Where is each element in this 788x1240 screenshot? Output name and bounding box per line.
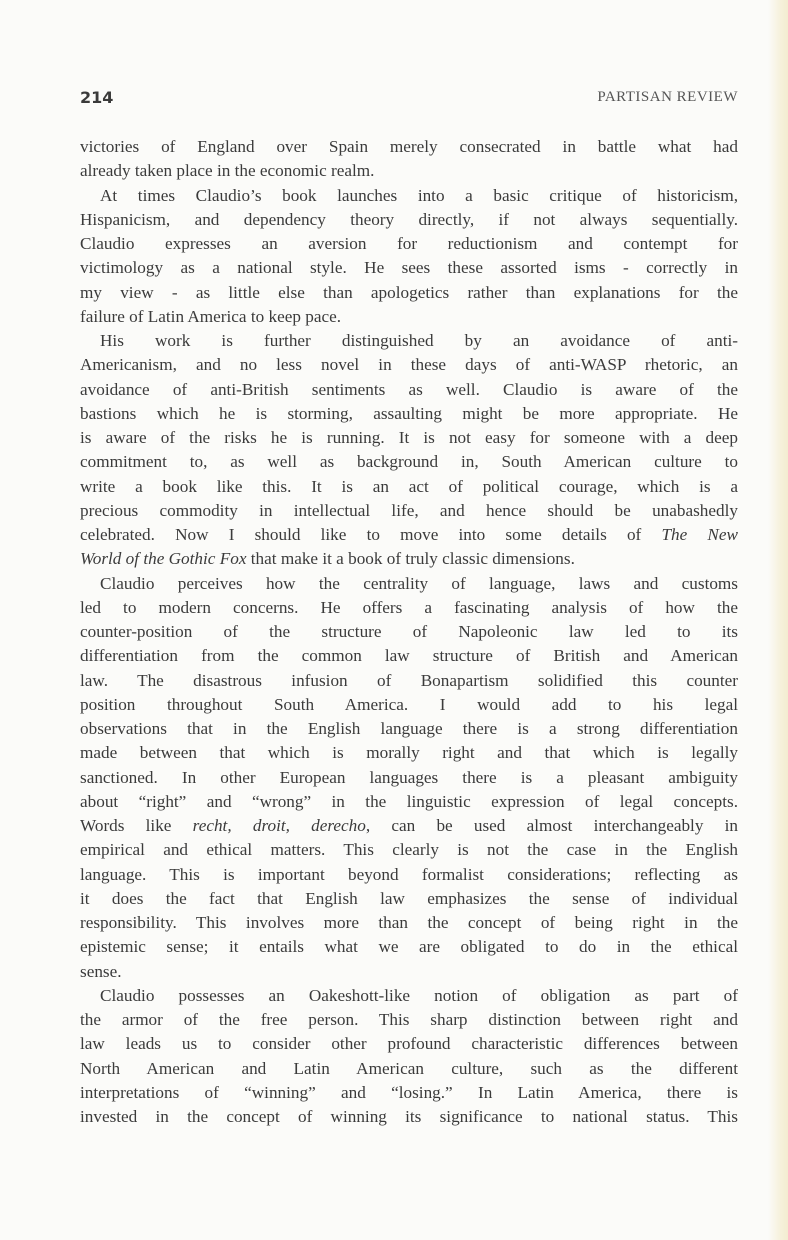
text-line: language. This is important beyond formalist considerations; reflecting as	[80, 864, 738, 884]
text-line: bastions which he is storming, assaulting might be more appropriate. He	[80, 403, 738, 423]
paragraph	[80, 184, 738, 330]
paragraph	[80, 572, 738, 984]
text-line: counter-position of the structure of Napoleonic law led to its	[80, 622, 738, 641]
text-line: position throughout South America. I would add to his legal	[80, 694, 738, 714]
text-line: precious commodity in intellectual life, and hence should be unabashedly	[80, 500, 738, 520]
paragraph	[80, 329, 738, 572]
text-line: responsibility. This involves more than the concept of being right in the	[80, 913, 738, 932]
text-line: the armor of the free person. This sharp distinction between right and	[80, 1010, 738, 1029]
text-line: failure of Latin America to keep pace.	[80, 306, 342, 326]
text-line: Claudio perceives how the centrality of language, laws and customs	[100, 573, 738, 593]
text-line: North American and Latin American culture, such as the different	[80, 1058, 738, 1078]
text-line: it does the fact that English law emphasizes the sense of individual	[80, 888, 738, 908]
text-line: is aware of the risks he is running. It is not easy for someone with a deep	[80, 428, 738, 447]
text-line: Claudio possesses an Oakeshott-like notion of obligation as part of	[100, 985, 738, 1005]
text-line: Claudio expresses an aversion for reductionism and contempt for	[80, 234, 738, 253]
page-header	[80, 88, 738, 112]
text-line: led to modern concerns. He offers a fascinating analysis of how the	[80, 597, 738, 617]
text-line: already taken place in the economic realm.	[80, 161, 375, 181]
text-line: Hispanicism, and dependency theory directly, if not always sequentially.	[80, 209, 738, 229]
page-edge-shadow	[768, 0, 788, 1240]
text-line: His work is further distinguished by an avoidance of anti-	[100, 331, 738, 350]
body-text	[80, 135, 738, 1129]
text-line: epistemic sense; it entails what we are obligated to do in the ethical	[80, 937, 738, 957]
text-line: sanctioned. In other European languages there is a pleasant ambiguity	[80, 767, 738, 787]
text-line: differentiation from the common law structure of British and American	[80, 646, 738, 666]
text-line: made between that which is morally right and that which is legally	[80, 743, 738, 763]
paragraph	[80, 984, 738, 1130]
paragraph	[80, 135, 738, 184]
text-line: Americanism, and no less novel in these days of anti-WASP rhetoric, an	[80, 355, 738, 375]
running-title: PARTISAN REVIEW	[597, 89, 738, 105]
text-line: avoidance of anti-British sentiments as well. Claudio is aware of the	[80, 379, 738, 399]
text-line: my view - as little else than apologetics rather than explanations for the	[80, 282, 738, 302]
text-line: celebrated. Now I should like to move into some details of The New	[80, 525, 738, 544]
page-number: 214	[80, 88, 114, 107]
text-line: At times Claudio’s book launches into a basic critique of historicism,	[100, 185, 738, 205]
italic-text: World of the Gothic Fox	[80, 549, 247, 569]
text-line: victimology as a national style. He sees these assorted isms - correctly in	[80, 258, 738, 278]
text-line: about “right” and “wrong” in the linguistic expression of legal concepts.	[80, 791, 738, 811]
text-line: World of the Gothic Fox that make it a book of truly classic dimensions.	[80, 549, 575, 569]
text-line: empirical and ethical matters. This clearly is not the case in the English	[80, 840, 738, 860]
text-line: invested in the concept of winning its significance to national status. This	[80, 1107, 738, 1126]
text-line: observations that in the English language there is a strong differentiation	[80, 719, 738, 738]
italic-text: The New	[661, 525, 738, 544]
text-line: commitment to, as well as background in, South American culture to	[80, 452, 738, 472]
text-line: victories of England over Spain merely consecrated in battle what had	[80, 137, 738, 156]
text-line: law leads us to consider other profound characteristic differences between	[80, 1034, 738, 1054]
text-line: law. The disastrous infusion of Bonapartism solidified this counter	[80, 670, 738, 690]
italic-text: recht, droit, derecho	[192, 816, 366, 835]
text-line: Words like recht, droit, derecho, can be used almost interchangeably in	[80, 816, 738, 835]
text-line: sense.	[80, 961, 122, 981]
text-line: write a book like this. It is an act of political courage, which is a	[80, 476, 738, 496]
text-line: interpretations of “winning” and “losing.” In Latin America, there is	[80, 1082, 738, 1102]
